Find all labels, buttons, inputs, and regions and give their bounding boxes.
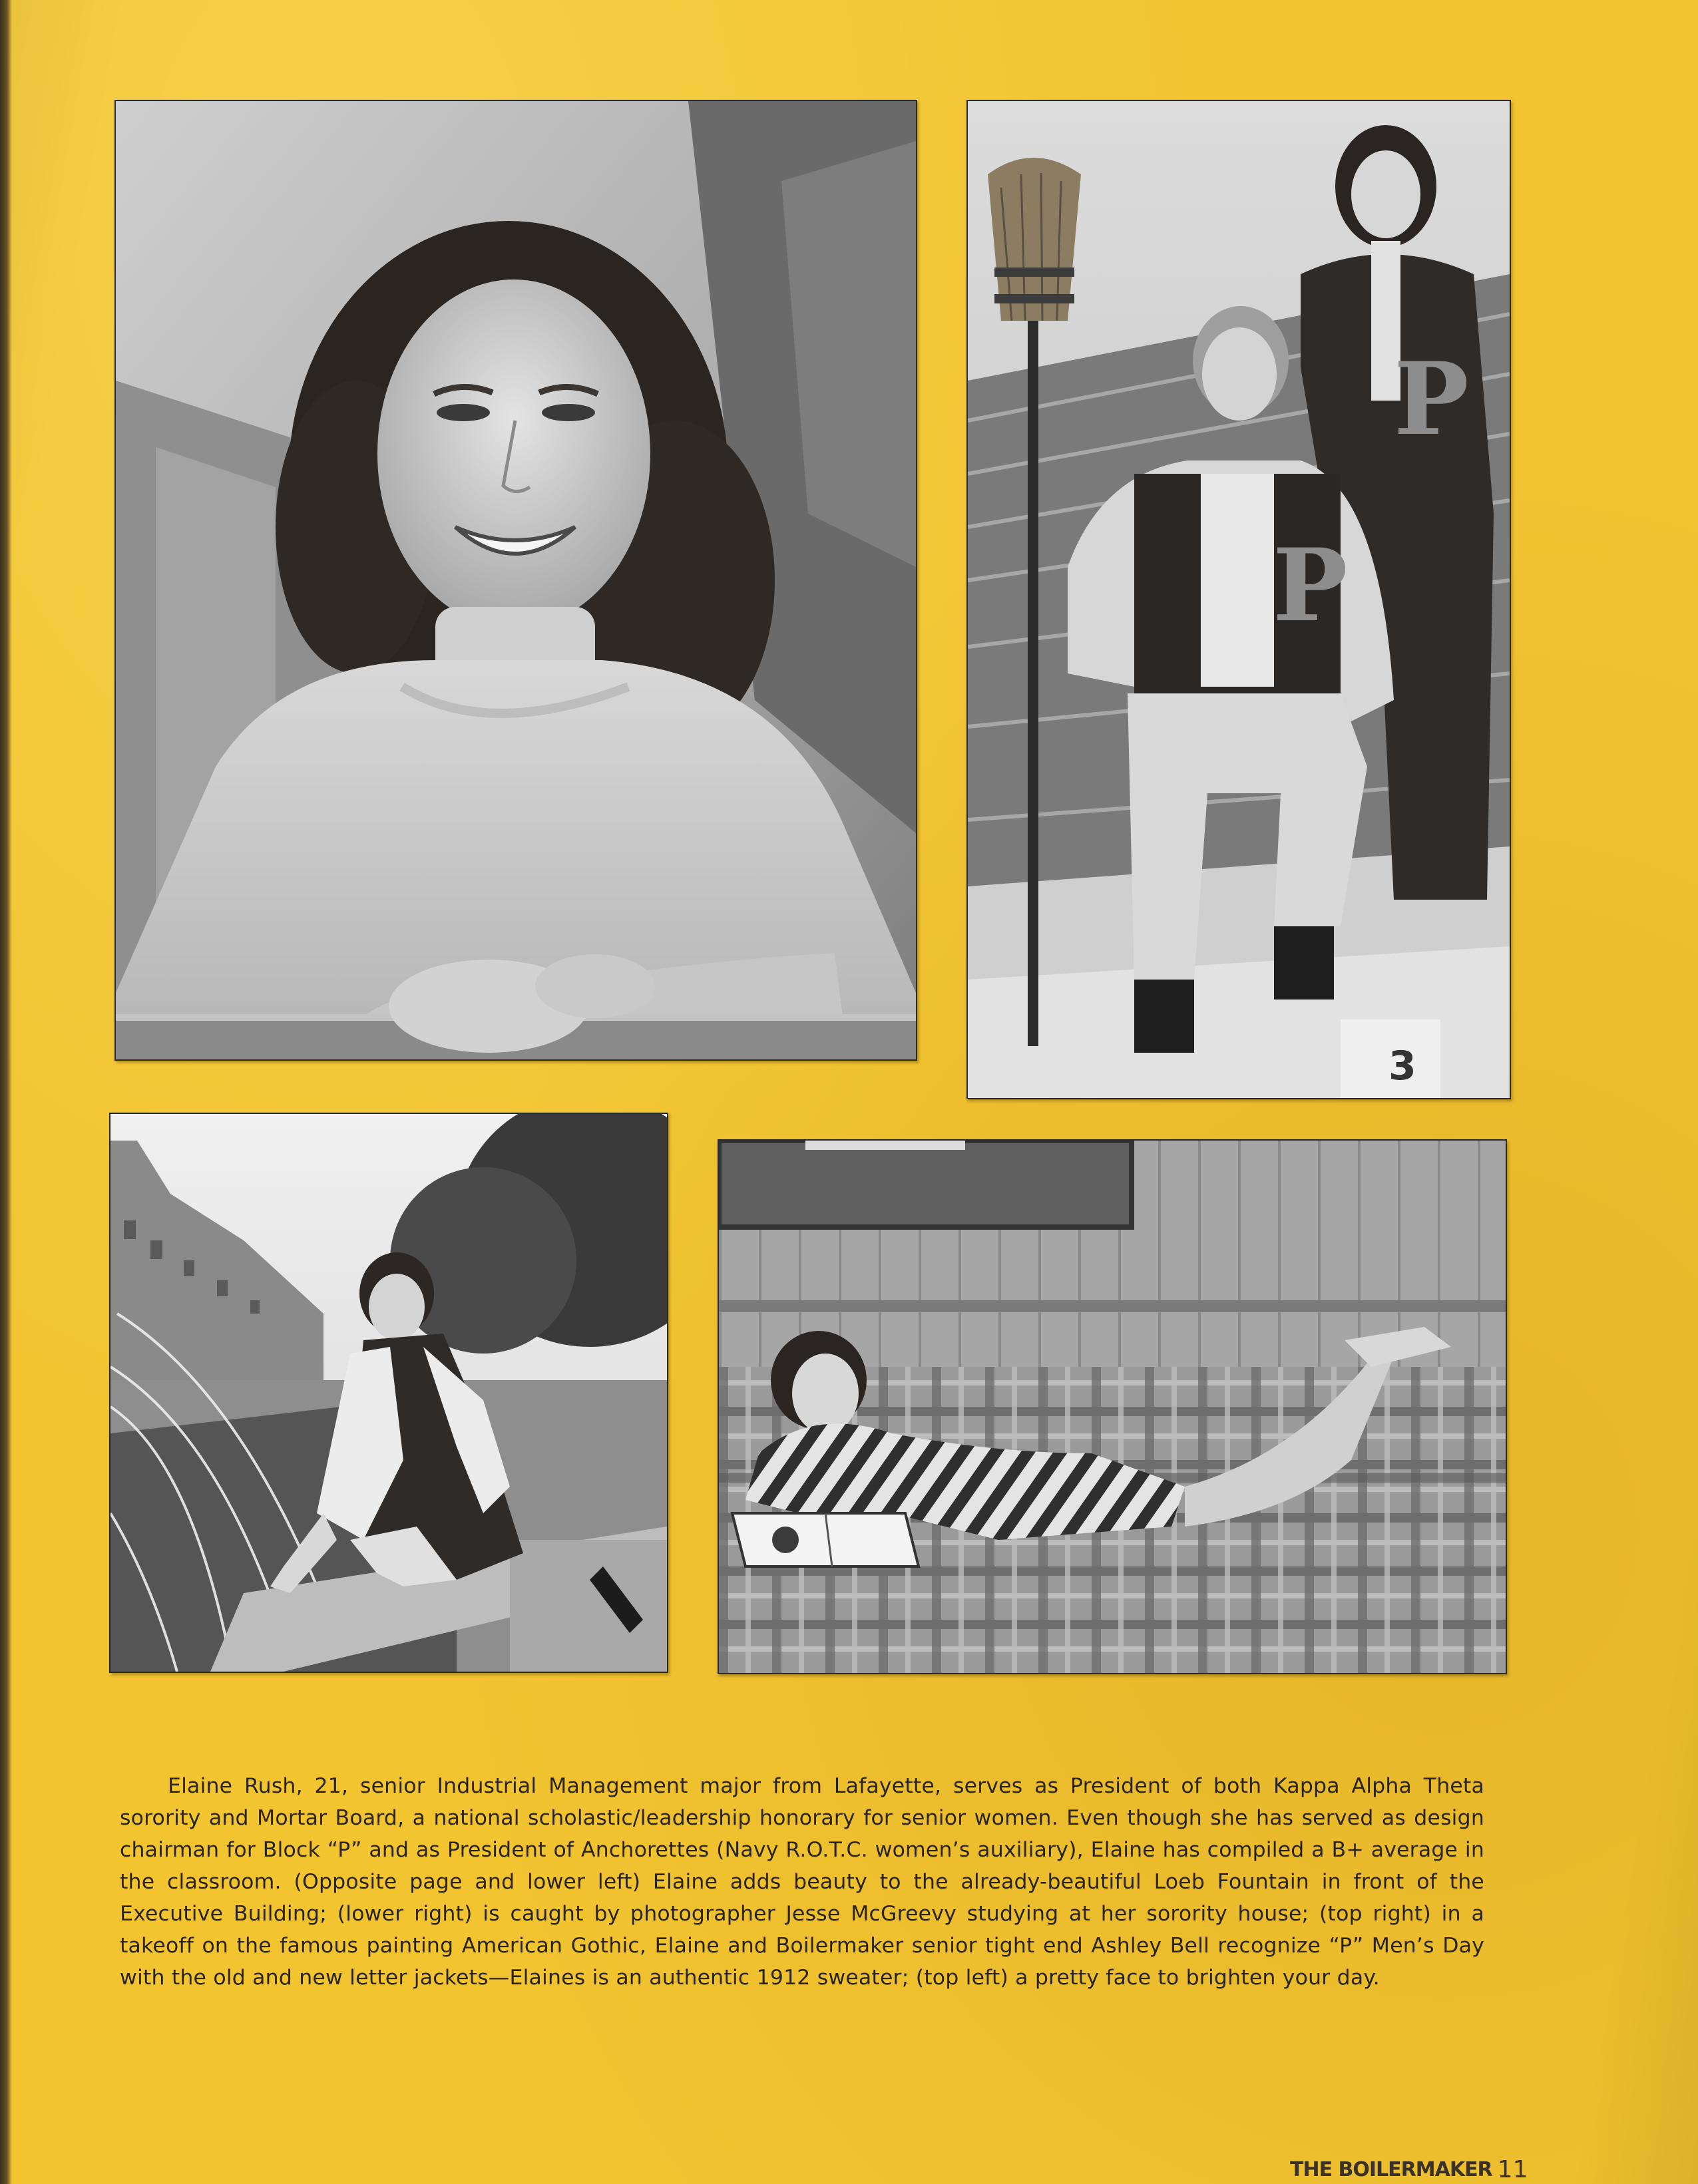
magazine-name: THE BOILERMAKER — [1290, 2158, 1492, 2181]
fountain-photo — [109, 1113, 668, 1673]
page-binding-edge — [0, 0, 12, 2184]
page-number: 11 — [1497, 2156, 1528, 2183]
couch-photo — [718, 1139, 1507, 1674]
article-caption: Elaine Rush, 21, senior Industrial Management major from Lafayette, serves as President of both Kappa Alpha Theta sorority and Mortar Board, a national scholastic/leadership honorary for senior women. Even though she has served as design chairman for Block “P” and as President of Anchorettes (Navy R.O.T.C. women’s auxiliary), Elaine has compiled a B+ average in the classroom. (Opposite page and lower left) Elaine adds beauty to the already-beautiful Loeb Fountain in front of the Executive Building; (lower right) is caught by photographer Jesse McGreevy studying at her sorority house; (top right) in a takeoff on the famous painting American Gothic, Elaine and Boilermaker senior tight end Ashley Bell recognize “P” Men’s Day with the old and new letter jackets—Elaines is an authentic 1912 sweater; (top left) a pretty face to brighten your day. — [120, 1773, 1484, 1990]
svg-text:3: 3 — [1388, 1043, 1416, 1089]
portrait-photo — [114, 100, 917, 1061]
svg-text:P: P — [1273, 527, 1348, 644]
svg-text:P: P — [1394, 341, 1469, 458]
page-footer — [1290, 2156, 1528, 2183]
stadium-photo — [966, 100, 1511, 1099]
